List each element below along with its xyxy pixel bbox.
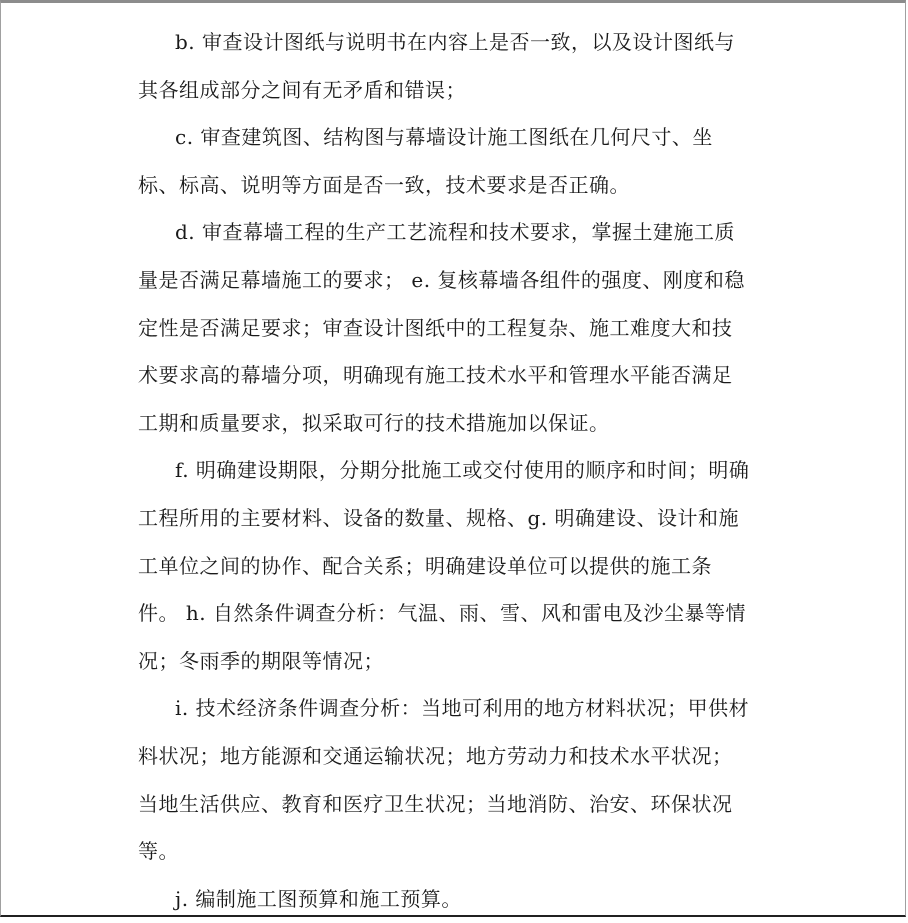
text-line: b. 审查设计图纸与说明书在内容上是否一致，以及设计图纸与 [175,30,736,54]
text-line: 工程所用的主要材料、设备的数量、规格、g. 明确建设、设计和施 [138,505,740,530]
document-body [138,19,778,923]
text-line: j. 编制施工图预算和施工预算。 [175,886,462,911]
text-line: 况；冬雨季的期限等情况； [138,648,384,673]
text-line: 标、标高、说明等方面是否一致，技术要求是否正确。 [138,172,630,197]
text-line: c. 审查建筑图、结构图与幕墙设计施工图纸在几何尺寸、坐 [175,125,713,150]
text-line: 工期和质量要求，拟采取可行的技术措施加以保证。 [138,410,610,435]
text-line: 当地生活供应、教育和医疗卫生状况；当地消防、治安、环保状况 [138,791,733,816]
text-line: f. 明确建设期限，分期分批施工或交付使用的顺序和时间；明确 [175,458,750,483]
text-line: i. 技术经济条件调查分析：当地可利用的地方材料状况；甲供材 [175,696,750,721]
text-line: 等。 [138,839,179,864]
text-line: 定性是否满足要求；审查设计图纸中的工程复杂、施工难度大和技 [138,315,733,340]
text-line: 其各组成部分之间有无矛盾和错误； [138,77,466,102]
text-line: 件。 h. 自然条件调查分析：气温、雨、雪、风和雷电及沙尘暴等情 [138,601,746,626]
text-line: d. 审查幕墙工程的生产工艺流程和技术要求，掌握土建施工质 [175,220,736,245]
text-line: 术要求高的幕墙分项，明确现有施工技术水平和管理水平能否满足 [138,363,733,388]
text-line: 料状况；地方能源和交通运输状况；地方劳动力和技术水平状况； [138,743,733,768]
text-line: 量是否满足幕墙施工的要求； e. 复核幕墙各组件的强度、刚度和稳 [138,267,745,292]
text-line: 工单位之间的协作、配合关系；明确建设单位可以提供的施工条 [138,553,712,578]
